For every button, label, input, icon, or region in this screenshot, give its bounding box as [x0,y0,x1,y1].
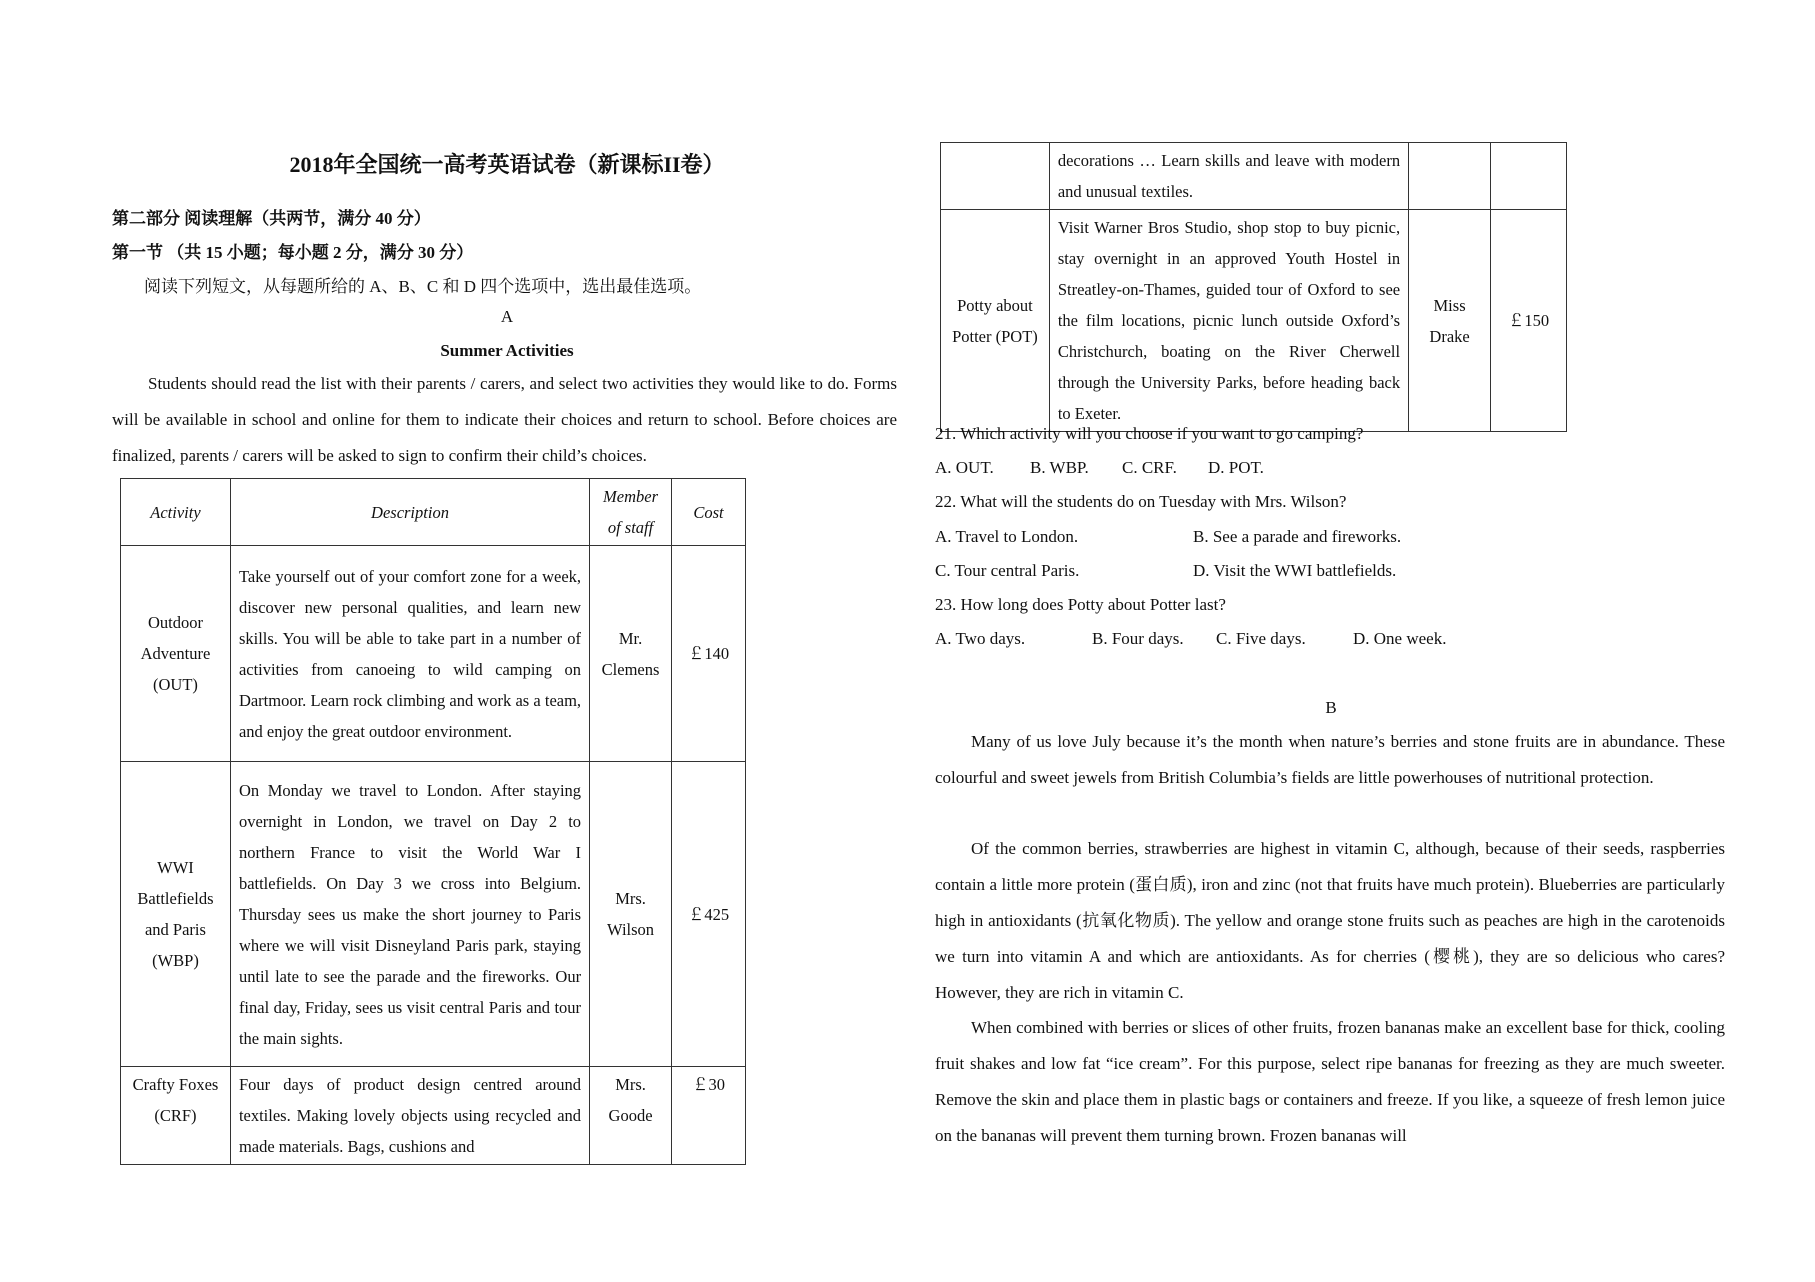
header-description: Description [230,479,589,546]
question-23: 23. How long does Potty about Potter last? [935,595,1226,614]
header-staff: Member of staff [590,479,672,546]
activity-cost: ￡140 [672,546,746,762]
exam-title: 2018年全国统一高考英语试卷（新课标II卷） [289,152,725,177]
table-row [121,762,746,1067]
activity-name: WWI Battlefields and Paris (WBP) [121,762,231,1067]
instruction-text: 阅读下列短文，从每题所给的 A、B、C 和 D 四个选项中，选出最佳选项。 [144,277,702,296]
option-23-d: D. One week. [1353,629,1447,648]
activity-staff: Miss Drake [1409,210,1491,432]
activity-name: Crafty Foxes (CRF) [121,1067,231,1165]
table-row [941,143,1567,210]
activities-table [120,478,746,1165]
option-23-a: A. Two days. [935,629,1026,648]
option-22-c: C. Tour central Paris. [935,561,1080,580]
section-heading: 第一节 （共 15 小题；每小题 2 分，满分 30 分） [112,243,474,262]
part-heading: 第二部分 阅读理解（共两节，满分 40 分） [112,209,431,228]
passage-b-paragraph-1: Many of us love July because it’s the month when nature’s berries and stone fruits are in abundance. These colourful and sweet jewels from British Columbia’s fields are little powerhouses of nutritional protection. [935,732,1725,787]
activity-description: On Monday we travel to London. After staying overnight in London, we travel on Day 2 to northern France to visit the World War I battlefields. On Day 3 we cross into Belgium. Thursday sees us make the short journey to Paris where we will visit Disneyland Paris park, staying until late to see the parade and the fireworks. Our final day, Friday, sees us visit central Paris and tour the main sights. [230,762,589,1067]
option-21-c: C. CRF. [1122,458,1177,477]
activity-cost-empty [1491,143,1567,210]
passage-a-heading: Summer Activities [440,341,574,360]
question-21: 21. Which activity will you choose if you want to go camping? [935,424,1364,443]
passage-b-paragraph-2: Of the common berries, strawberries are highest in vitamin C, although, because of their seeds, raspberries contain a little more protein (蛋白质), iron and zinc (not that fruits have much protein). Blueberries are particularly high in antioxidants (抗氧化物质). The yellow and orange stone fruits such as peaches are high in the carotenoids we turn into vitamin A and which are antioxidants. As for cherries (樱桃), they are so delicious who cares? However, they are rich in vitamin C. [935,839,1725,1002]
option-22-a: A. Travel to London. [935,527,1079,546]
option-22-b: B. See a parade and fireworks. [1193,527,1402,546]
header-cost: Cost [672,479,746,546]
option-21-b: B. WBP. [1030,458,1089,477]
activity-description: Take yourself out of your comfort zone for a week, discover new personal qualities, and learn new skills. You will be able to take part in a number of activities from canoeing to wild camping on Dartmoor. Learn rock climbing and work as a team, and enjoy the great outdoor environment. [230,546,589,762]
activity-staff-empty [1409,143,1491,210]
activity-cost: ￡150 [1491,210,1567,432]
activity-staff: Mrs. Wilson [590,762,672,1067]
activity-cost: ￡425 [672,762,746,1067]
table-row [941,210,1567,432]
activity-description: Visit Warner Bros Studio, shop stop to buy picnic, stay overnight in an approved Youth Hostel in Streatley-on-Thames, guided tour of Oxford to see the film locations, picnic lunch outside Oxford’s Christchurch, boating on the River Cherwell through the University Parks, before heading back to Exeter. [1049,210,1408,432]
table-row [121,1067,746,1165]
table-row [121,546,746,762]
header-activity: Activity [121,479,231,546]
activity-name: Outdoor Adventure (OUT) [121,546,231,762]
option-23-c: C. Five days. [1216,629,1306,648]
passage-b-letter: B [1325,698,1337,717]
activity-description: Four days of product design centred around textiles. Making lovely objects using recycled and made materials. Bags, cushions and [230,1067,589,1165]
passage-a-letter: A [500,307,514,326]
activity-name: Potty about Potter (POT) [941,210,1050,432]
activity-staff: Mrs. Goode [590,1067,672,1165]
activity-staff: Mr. Clemens [590,546,672,762]
activity-description: decorations … Learn skills and leave with modern and unusual textiles. [1049,143,1408,210]
option-22-d: D. Visit the WWI battlefields. [1193,561,1397,580]
option-21-d: D. POT. [1208,458,1264,477]
option-21-a: A. OUT. [935,458,994,477]
activity-name-empty [941,143,1050,210]
question-22: 22. What will the students do on Tuesday with Mrs. Wilson? [935,492,1347,511]
table-header-row [121,479,746,546]
passage-a-intro: Students should read the list with their parents / carers, and select two activities they would like to do. Forms will be available in school and online for them to indicate their choices and return to school. Before choices are finalized, parents / carers will be asked to sign to confirm their child’s choices. [112,374,897,465]
activity-cost: ￡30 [672,1067,746,1165]
activities-table-continued [940,142,1567,432]
passage-b-paragraph-3: When combined with berries or slices of other fruits, frozen bananas make an excellent base for thick, cooling fruit shakes and low fat “ice cream”. For this purpose, select ripe bananas for freezing as they are much sweeter. Remove the skin and place them in plastic bags or containers and freeze. If you like, a squeeze of fresh lemon juice on the bananas will prevent them turning brown. Frozen bananas will [935,1018,1725,1145]
option-23-b: B. Four days. [1092,629,1184,648]
